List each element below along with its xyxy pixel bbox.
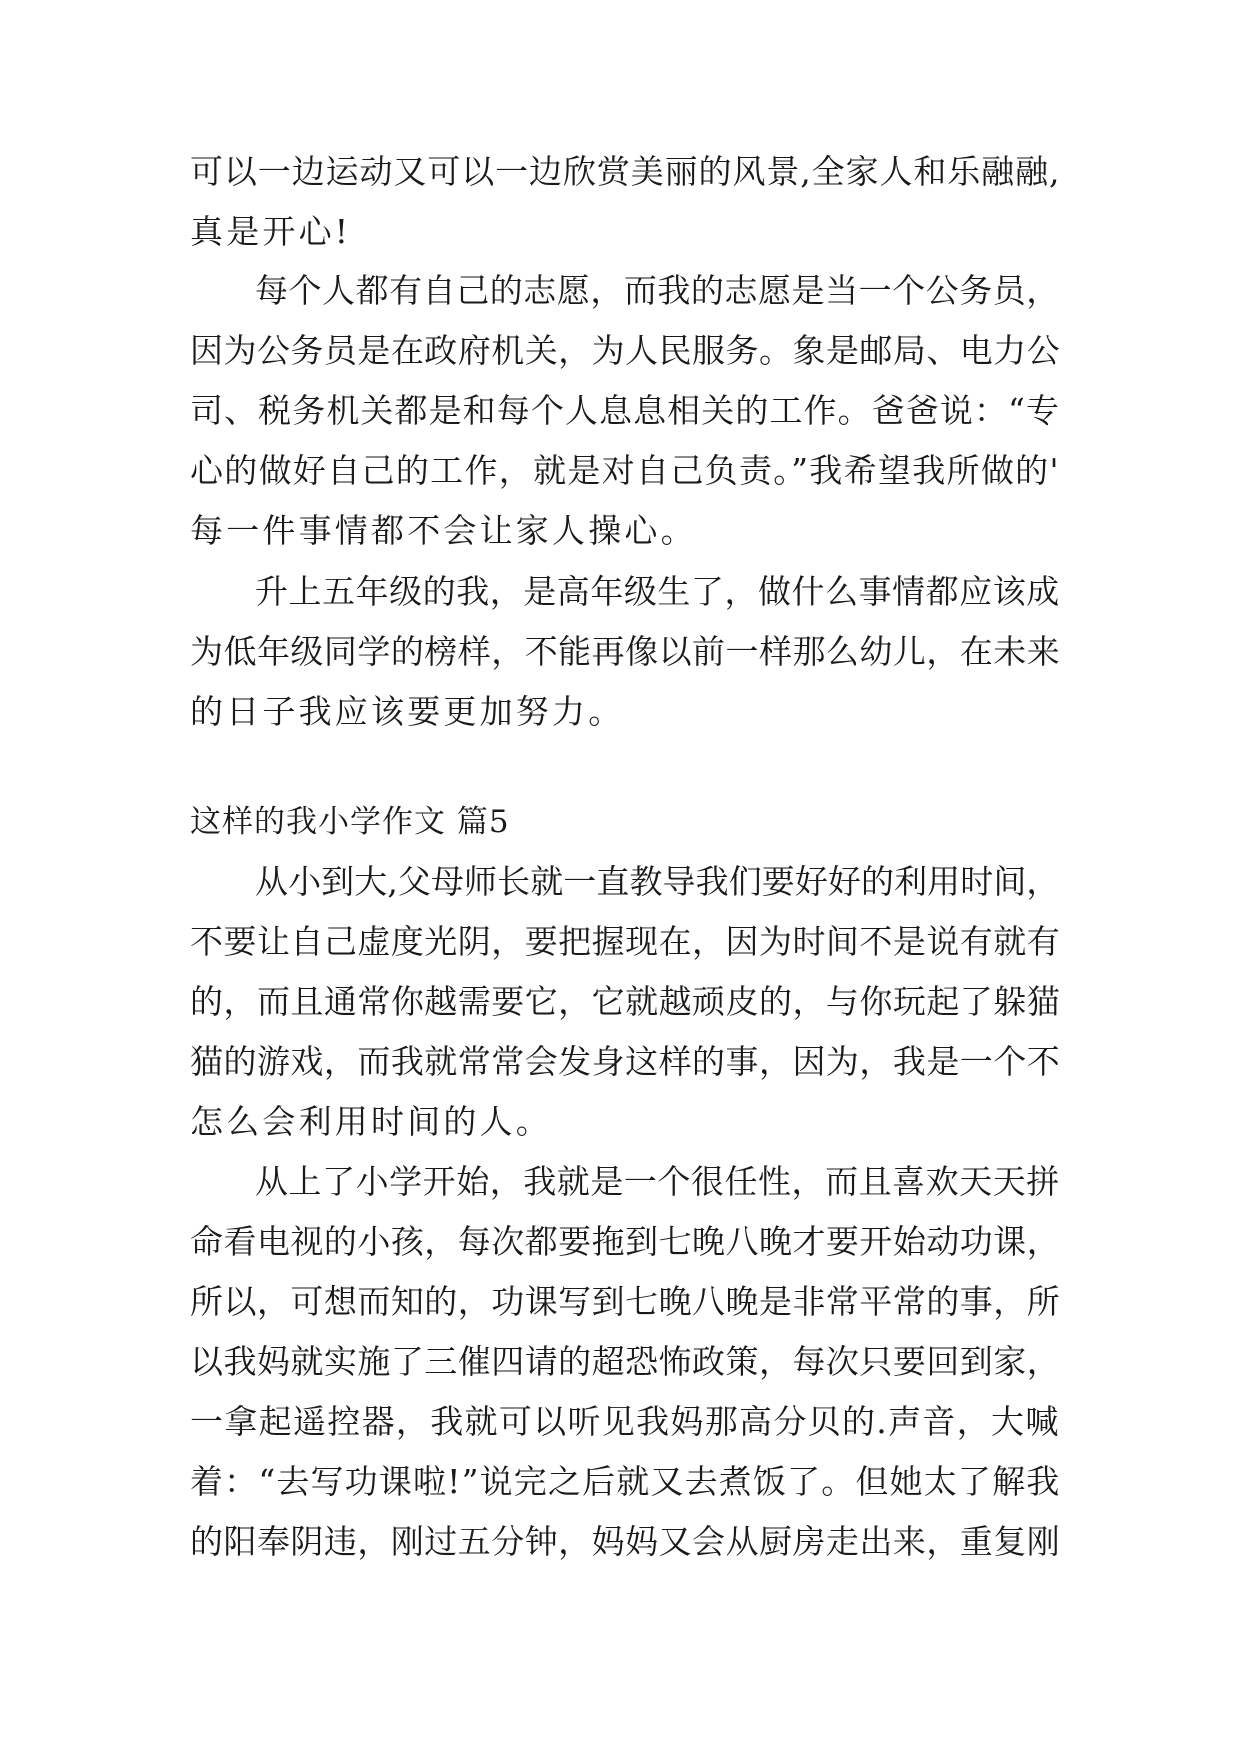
paragraph-line: 的阳奉阴违，刚过五分钟，妈妈又会从厨房走出来，重复刚 [190, 1522, 1061, 1561]
paragraph-line: 的，而且通常你越需要它，它就越顽皮的，与你玩起了躲猫 [190, 982, 1061, 1021]
paragraph-line: 的日子我应该要更加努力。 [190, 692, 625, 731]
paragraph-line: 可以一边运动又可以一边欣赏美丽的风景,全家人和乐融融, [190, 152, 1061, 191]
paragraph-line: 不要让自己虚度光阴，要把握现在，因为时间不是说有就有 [190, 922, 1061, 961]
paragraph-line: 以我妈就实施了三催四请的超恐怖政策，每次只要回到家， [190, 1342, 1061, 1381]
paragraph-line: 升上五年级的我，是高年级生了，做什么事情都应该成 [255, 572, 1060, 611]
paragraph-line: 真是开心! [190, 212, 352, 251]
paragraph-line: 从小到大,父母师长就一直教导我们要好好的利用时间， [255, 862, 1060, 901]
section-heading: 这样的我小学作文 篇5 [190, 804, 510, 840]
paragraph-line: 所以，可想而知的，功课写到七晚八晚是非常平常的事，所 [190, 1282, 1061, 1321]
paragraph-line: 着：“去写功课啦!”说完之后就又去煮饭了。但她太了解我 [190, 1462, 1061, 1501]
paragraph-line: 每一件事情都不会让家人操心。 [190, 511, 697, 550]
paragraph-line: 每个人都有自己的志愿，而我的志愿是当一个公务员， [255, 271, 1060, 310]
paragraph-line: 心的做好自己的工作，就是对自己负责。”我希望我所做的' [190, 451, 1060, 490]
paragraph-line: 从上了小学开始，我就是一个很任性，而且喜欢天天拼 [255, 1162, 1060, 1201]
paragraph-line: 司、税务机关都是和每个人息息相关的工作。爸爸说：“专 [190, 391, 1061, 430]
paragraph-line: 命看电视的小孩，每次都要拖到七晚八晚才要开始动功课， [190, 1222, 1061, 1261]
paragraph-line: 一拿起遥控器，我就可以听见我妈那高分贝的.声音，大喊 [190, 1402, 1060, 1441]
paragraph-line: 怎么会利用时间的人。 [190, 1102, 552, 1141]
paragraph-line: 猫的游戏，而我就常常会发身这样的事，因为，我是一个不 [190, 1042, 1061, 1081]
paragraph-line: 因为公务员是在政府机关，为人民服务。象是邮局、电力公 [190, 331, 1061, 370]
paragraph-line: 为低年级同学的榜样，不能再像以前一样那么幼儿，在未来 [190, 632, 1061, 671]
